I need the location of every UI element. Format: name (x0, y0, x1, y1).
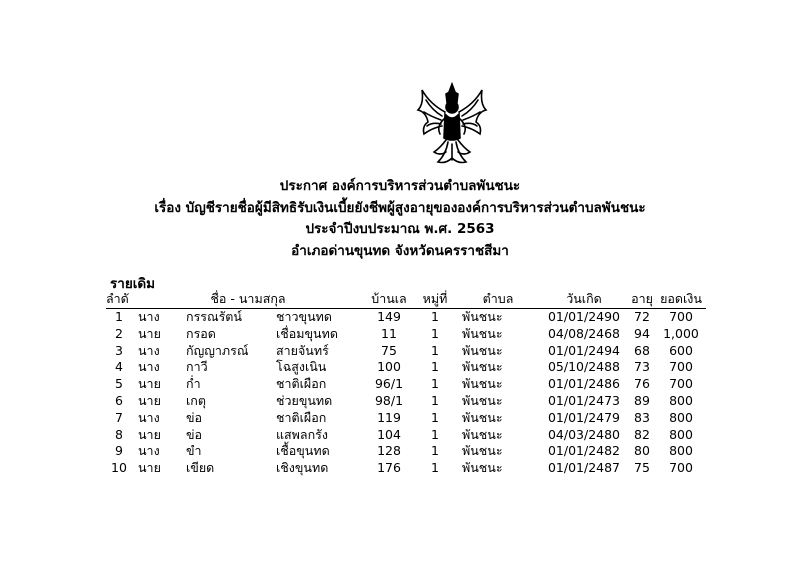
table-row (106, 359, 706, 376)
row-age: 75 (634, 460, 650, 476)
row-subdistrict: พันชนะ (462, 392, 503, 408)
row-moo: 1 (431, 443, 439, 459)
row-last-name: สายจันทร์ (276, 342, 329, 358)
row-moo: 1 (431, 460, 439, 476)
row-no: 2 (115, 325, 123, 341)
row-birthdate: 05/10/2488 (547, 359, 621, 375)
row-subdistrict: พันชนะ (462, 426, 503, 442)
column-header-house: บ้านเล (371, 291, 407, 306)
row-last-name: โฉสูงเนิน (276, 359, 327, 375)
row-last-name: แสพลกรัง (276, 426, 328, 442)
announcement-subject: เรื่อง บัญชีรายชื่อผู้มีสิทธิรับเงินเบี้ยยังชีพผู้สูงอายุขององค์การบริหารส่วนตำบลพันชนะ (154, 200, 646, 216)
row-no: 8 (115, 426, 123, 442)
row-first-name: เกตุ (186, 392, 206, 408)
row-age: 94 (634, 325, 650, 341)
column-header-birthdate: วันเกิด (566, 291, 602, 306)
row-no: 7 (115, 409, 123, 425)
row-amount: 700 (669, 359, 693, 375)
row-house-no: 176 (377, 460, 401, 476)
row-moo: 1 (431, 392, 439, 408)
column-header-no: ลำดั (106, 291, 129, 306)
row-house-no: 100 (377, 359, 401, 375)
row-no: 1 (115, 309, 123, 324)
row-amount: 700 (669, 376, 693, 392)
row-age: 76 (634, 376, 650, 392)
row-first-name: ขำ (186, 443, 202, 459)
row-house-no: 104 (377, 426, 401, 442)
row-subdistrict: พันชนะ (462, 409, 503, 425)
row-age: 68 (634, 342, 650, 358)
row-title: นาง (138, 359, 160, 375)
table-row (106, 460, 706, 477)
row-title: นาง (138, 443, 160, 459)
row-birthdate: 01/01/2494 (547, 342, 621, 358)
row-subdistrict: พันชนะ (462, 359, 503, 375)
row-first-name: ก่ำ (186, 376, 201, 392)
row-house-no: 128 (377, 443, 401, 459)
row-title: นาย (138, 426, 161, 442)
row-title: นาง (138, 342, 160, 358)
row-title: นาง (138, 309, 160, 324)
table-row (106, 376, 706, 393)
row-age: 89 (634, 392, 650, 408)
column-header-name: ชื่อ - นามสกุล (210, 291, 286, 306)
table-body (106, 309, 706, 477)
row-subdistrict: พันชนะ (462, 342, 503, 358)
row-birthdate: 01/01/2490 (547, 309, 621, 324)
row-house-no: 98/1 (374, 392, 404, 408)
row-no: 4 (115, 359, 123, 375)
row-no: 10 (111, 460, 127, 476)
table-row (106, 393, 706, 410)
row-subdistrict: พันชนะ (462, 376, 503, 392)
row-amount: 800 (669, 426, 693, 442)
row-no: 5 (115, 376, 123, 392)
row-amount: 1,000 (663, 325, 699, 341)
announcement-title: ประกาศ องค์การบริหารส่วนตำบลพันชนะ (279, 178, 521, 194)
row-age: 73 (634, 359, 650, 375)
row-age: 72 (634, 309, 650, 324)
row-last-name: เชิงขุนทด (276, 460, 329, 476)
row-moo: 1 (431, 342, 439, 358)
row-last-name: เชื้อขุนทด (276, 443, 330, 459)
row-amount: 700 (669, 460, 693, 476)
row-no: 6 (115, 392, 123, 408)
row-moo: 1 (431, 309, 439, 324)
row-no: 9 (115, 443, 123, 459)
row-subdistrict: พันชนะ (462, 443, 503, 459)
row-title: นาย (138, 460, 161, 476)
column-header-subdistrict: ตำบล (482, 291, 514, 306)
row-last-name: ชาติเผือก (276, 376, 327, 392)
row-first-name: ข่อ (186, 409, 203, 425)
row-house-no: 119 (377, 409, 401, 425)
table-row (106, 326, 706, 343)
table-row (106, 343, 706, 360)
column-header-moo: หมู่ที่ (422, 291, 448, 306)
row-first-name: ข่อ (186, 426, 203, 442)
row-house-no: 75 (381, 342, 397, 358)
row-house-no: 149 (377, 309, 401, 324)
row-first-name: กาวี (186, 359, 208, 375)
fiscal-year: ประจำปีงบประมาณ พ.ศ. 2563 (305, 221, 495, 237)
row-title: นาย (138, 376, 161, 392)
section-title: รายเดิม (110, 276, 156, 292)
row-moo: 1 (431, 409, 439, 425)
row-birthdate: 01/01/2479 (547, 409, 621, 425)
column-header-age: อายุ (631, 291, 653, 306)
table-row (106, 427, 706, 444)
row-subdistrict: พันชนะ (462, 460, 503, 476)
row-last-name: ชาวขุนทด (276, 309, 332, 324)
row-birthdate: 04/03/2480 (547, 426, 621, 442)
row-amount: 700 (669, 309, 693, 324)
row-first-name: กัญญาภรณ์ (186, 342, 249, 358)
district-province: อำเภอด่านขุนทด จังหวัดนครราชสีมา (291, 243, 509, 259)
row-last-name: ช่วยขุนทด (276, 392, 333, 408)
row-birthdate: 04/08/2468 (547, 325, 621, 341)
row-title: นาย (138, 325, 161, 341)
row-first-name: กรอด (186, 325, 216, 341)
table-row (106, 443, 706, 460)
row-age: 82 (634, 426, 650, 442)
row-birthdate: 01/01/2487 (547, 460, 621, 476)
garuda-emblem-icon (412, 82, 492, 168)
row-no: 3 (115, 342, 123, 358)
table-header-row (106, 290, 706, 309)
row-house-no: 11 (381, 325, 397, 341)
row-amount: 800 (669, 409, 693, 425)
row-last-name: ชาติเผือก (276, 409, 327, 425)
row-amount: 600 (669, 342, 693, 358)
row-title: นาย (138, 392, 161, 408)
row-last-name: เชื่อมขุนทด (276, 325, 338, 341)
table-row (106, 309, 706, 326)
row-age: 83 (634, 409, 650, 425)
row-moo: 1 (431, 359, 439, 375)
row-moo: 1 (431, 376, 439, 392)
row-birthdate: 01/01/2473 (547, 392, 621, 408)
column-header-amount: ยอดเงิน (660, 291, 702, 306)
row-title: นาง (138, 409, 160, 425)
row-moo: 1 (431, 325, 439, 341)
row-subdistrict: พันชนะ (462, 325, 503, 341)
row-age: 80 (634, 443, 650, 459)
beneficiary-table (106, 290, 706, 477)
row-birthdate: 01/01/2482 (547, 443, 621, 459)
row-birthdate: 01/01/2486 (547, 376, 621, 392)
row-subdistrict: พันชนะ (462, 309, 503, 324)
row-house-no: 96/1 (374, 376, 404, 392)
table-row (106, 410, 706, 427)
row-amount: 800 (669, 392, 693, 408)
row-moo: 1 (431, 426, 439, 442)
row-first-name: กรรณรัตน์ (186, 309, 242, 324)
row-amount: 800 (669, 443, 693, 459)
row-first-name: เขียด (186, 460, 215, 476)
